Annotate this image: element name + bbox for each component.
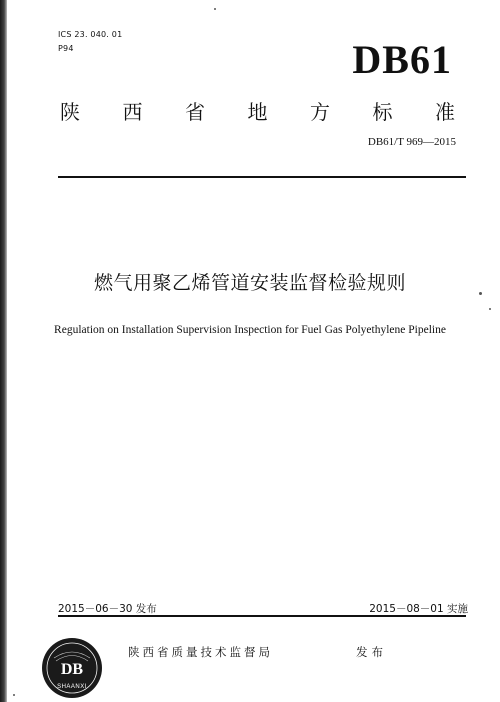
- standard-number: DB61/T 969—2015: [367, 136, 456, 148]
- issuer-seal-logo: [40, 636, 104, 700]
- issued-label: 发布: [356, 645, 387, 659]
- english-title: Regulation on Installation Supervision Inspection for Fuel Gas Polyethylene Pipeline: [54, 324, 446, 336]
- issue-date: 2015－06－30 发布: [58, 603, 157, 615]
- implementation-date: 2015－08－01 实施: [369, 603, 468, 615]
- issuing-authority: 陕西省质量技术监督局: [128, 645, 273, 659]
- scan-speck: [214, 8, 216, 10]
- standard-type: [60, 96, 455, 125]
- top-divider: [58, 176, 466, 178]
- standard-type-char: 西: [122, 100, 143, 124]
- standard-code: DB61: [352, 37, 452, 82]
- standard-type-char: 准: [435, 100, 455, 124]
- scan-speck: [13, 694, 15, 696]
- seal-region-text: SHAANXI: [57, 684, 87, 690]
- classification-code: P94: [58, 44, 74, 53]
- standard-type-char: 地: [247, 100, 268, 124]
- seal-logo-text: DB: [60, 661, 84, 678]
- standard-type-char: 省: [185, 100, 205, 124]
- standard-type-char: 方: [310, 100, 330, 124]
- chinese-title: 燃气用聚乙烯管道安装监督检验规则: [93, 272, 406, 294]
- standard-type-char: 陕: [60, 100, 80, 124]
- scan-speck: [489, 308, 491, 310]
- ics-code: ICS 23. 040. 01: [58, 30, 123, 39]
- scan-edge: [0, 0, 7, 702]
- bottom-divider: [58, 615, 466, 617]
- standard-type-char: 标: [372, 100, 393, 124]
